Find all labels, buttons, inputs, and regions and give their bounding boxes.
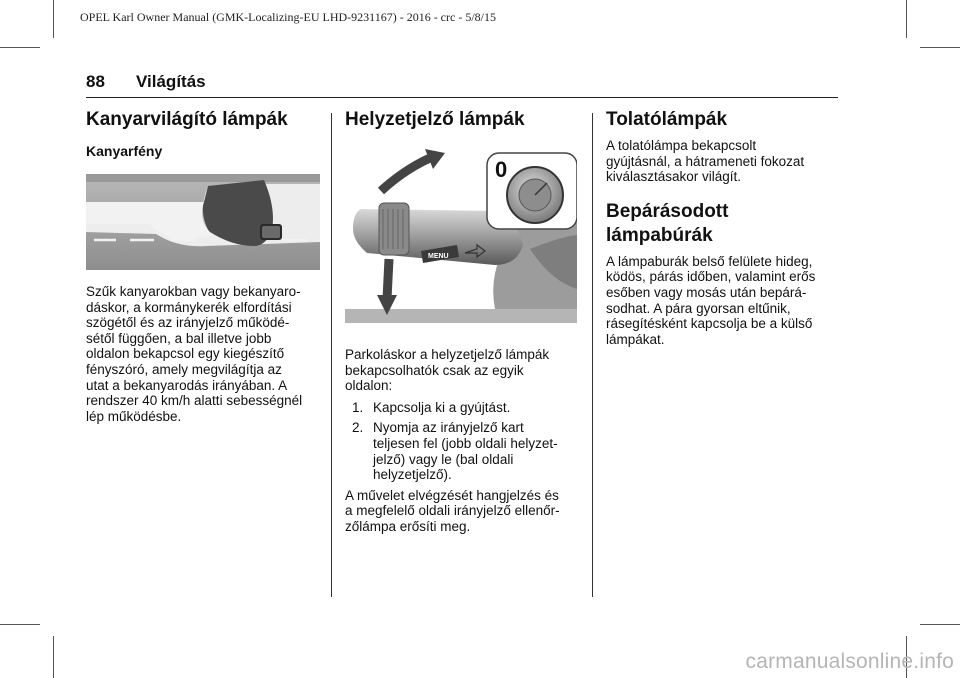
text-line: teljesen fel (jobb oldali helyzet- — [373, 435, 558, 451]
text-line: gyújtásnál, a hátrameneti fokozat — [606, 153, 805, 169]
text-line: dáskor, a kormánykerék elfordítási — [86, 299, 292, 315]
reversing-lights-text — [606, 138, 840, 185]
text-line: Nyomja az irányjelző kart — [373, 420, 524, 436]
heading-misted-lamp-covers: Bepárásodott lámpabúrák — [606, 200, 729, 246]
dial-zero-label: 0 — [495, 157, 508, 182]
cornering-light-description — [86, 284, 320, 424]
text-line: a megfelelő oldali irányjelző ellenőr- — [345, 503, 560, 519]
crop-mark — [53, 0, 54, 38]
text-line: A lámpaburák belső felülete hideg, — [606, 253, 813, 269]
page-heading — [86, 72, 838, 92]
text-line: A tolatólámpa bekapcsolt — [606, 138, 757, 153]
heading-parking-lights: Helyzetjelző lámpák — [345, 109, 525, 130]
text-line: lámpákat. — [606, 331, 665, 347]
text-line: lép működésbe. — [86, 408, 182, 424]
subheading-cornering-light: Kanyarfény — [86, 143, 163, 159]
column-divider — [331, 113, 332, 597]
text-line: utat a bekanyarodás irányában. A — [86, 377, 288, 393]
cornering-light-illustration — [86, 174, 320, 270]
parking-lights-outro — [345, 488, 577, 535]
text-line: ködös, párás időben, valamint erős — [606, 269, 816, 285]
text-line: rásegítésként kapcsolja be a külső — [606, 316, 813, 332]
text-line: helyzetjelző). — [373, 467, 452, 483]
text-line: Kapcsolja ki a gyújtást. — [373, 399, 511, 415]
step-number: 1. — [352, 399, 364, 415]
text-line: kiválasztásakor világít. — [606, 169, 742, 185]
text-line: oldalon: — [345, 378, 393, 394]
step-number: 2. — [352, 420, 364, 436]
column-reversing-lights — [606, 108, 840, 347]
lever-menu-label: MENU — [428, 253, 449, 260]
page-number: 88 — [86, 72, 105, 91]
text-line: sodhat. A pára gyorsan eltűnik, — [606, 300, 791, 316]
list-item — [345, 420, 577, 482]
crop-mark — [53, 636, 54, 678]
heading-reversing-lights: Tolatólámpák — [606, 109, 728, 130]
text-line: jelző) vagy le (bal oldali — [373, 451, 514, 467]
crop-mark — [920, 624, 960, 625]
text-line: esőben vagy mosás után bepárá- — [606, 284, 807, 300]
text-line: Szűk kanyarokban vagy bekanyaro- — [86, 284, 301, 299]
text-line: A művelet elvégzését hangjelzés és — [345, 487, 559, 503]
text-line: oldalon bekapcsol egy kiegészítő — [86, 346, 285, 362]
text-line: fényszóró, amely megvilágítja az — [86, 361, 282, 377]
turn-signal-lever-illustration — [345, 149, 577, 323]
crop-mark — [0, 624, 40, 625]
text-line: rendszer 40 km/h alatti sebességnél — [86, 393, 303, 409]
crop-mark — [0, 47, 40, 48]
column-cornering-lights — [86, 108, 320, 424]
text-line: Parkoláskor a helyzetjelző lámpák — [345, 347, 550, 362]
crop-mark — [920, 47, 960, 48]
section-title: Világítás — [136, 72, 206, 91]
heading-cornering-lights: Kanyarvilágító lámpák — [86, 109, 288, 130]
header-rule — [86, 97, 838, 98]
text-line: bekapcsolhatók csak az egyik — [345, 362, 524, 378]
misted-lamp-covers-text — [606, 254, 840, 348]
crop-mark — [906, 0, 907, 38]
text-line: zőlámpa erősíti meg. — [345, 518, 471, 534]
parking-lights-steps — [345, 400, 577, 483]
column-parking-lights — [345, 108, 577, 535]
parking-lights-intro — [345, 347, 577, 394]
watermark: carmanualsonline.info — [745, 650, 954, 673]
column-divider — [592, 113, 593, 597]
text-line: szögétől és az irányjelző működé- — [86, 315, 290, 331]
text-line: sétől függően, a bal illetve jobb — [86, 330, 272, 346]
document-meta: OPEL Karl Owner Manual (GMK-Localizing-EU LHD-9231167) - 2016 - crc - 5/8/15 — [80, 10, 496, 24]
list-item — [345, 400, 577, 416]
